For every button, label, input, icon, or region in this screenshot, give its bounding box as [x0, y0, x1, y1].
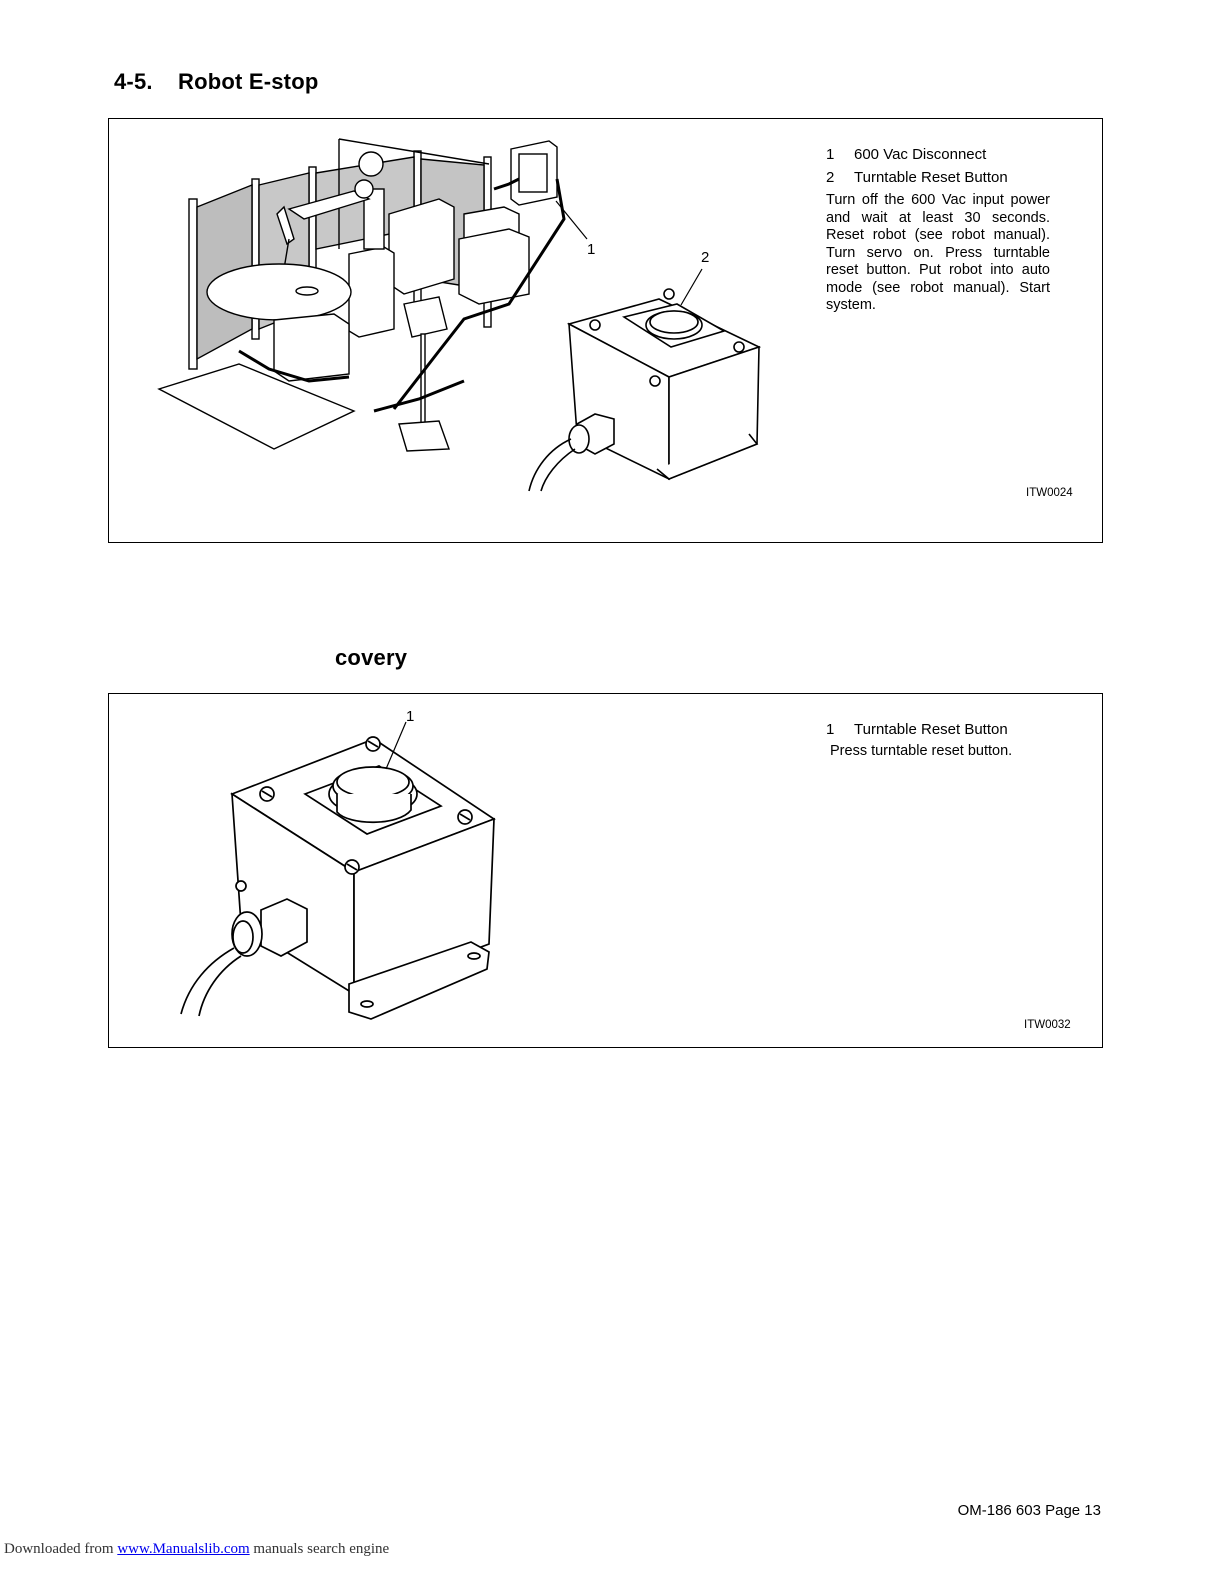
callout-1: 1	[587, 241, 596, 258]
legend-item: 1 Turntable Reset Button	[826, 721, 1008, 738]
section-heading-recovery: covery	[335, 645, 408, 670]
section-title: Robot E-stop	[178, 69, 319, 94]
robot-cell-illustration	[109, 119, 809, 544]
manualslib-link[interactable]: www.Manualslib.com	[117, 1541, 250, 1557]
figure-panel-robot-estop	[108, 118, 1103, 543]
section-number: 4-5.	[114, 69, 153, 94]
instructions-text: Turn off the 600 Vac input power and wait at least 30 seconds. Reset robot (see robot manual). Turn servo on. Press turntable reset button. Put robot into auto mode (see robot manual). Start system.	[826, 192, 1050, 313]
figure-code: ITW0032	[1024, 1019, 1071, 1031]
reset-button-box-illustration	[109, 694, 809, 1049]
figure-panel-reset-button	[108, 693, 1103, 1048]
callout-1: 1	[406, 708, 415, 725]
legend-item: 2 Turntable Reset Button	[826, 169, 1008, 186]
section-heading-robot-estop	[114, 69, 318, 95]
legend-item: 1 600 Vac Disconnect	[826, 146, 987, 163]
download-watermark: Downloaded from www.Manualslib.com manuals search engine	[4, 1541, 390, 1557]
legend	[826, 143, 1050, 315]
instructions-text: Press turntable reset button.	[830, 743, 1013, 759]
page-footer: OM-186 603 Page 13	[957, 1502, 1101, 1519]
callout-2: 2	[701, 249, 710, 266]
figure-code: ITW0024	[1026, 487, 1073, 499]
legend	[826, 718, 1086, 761]
